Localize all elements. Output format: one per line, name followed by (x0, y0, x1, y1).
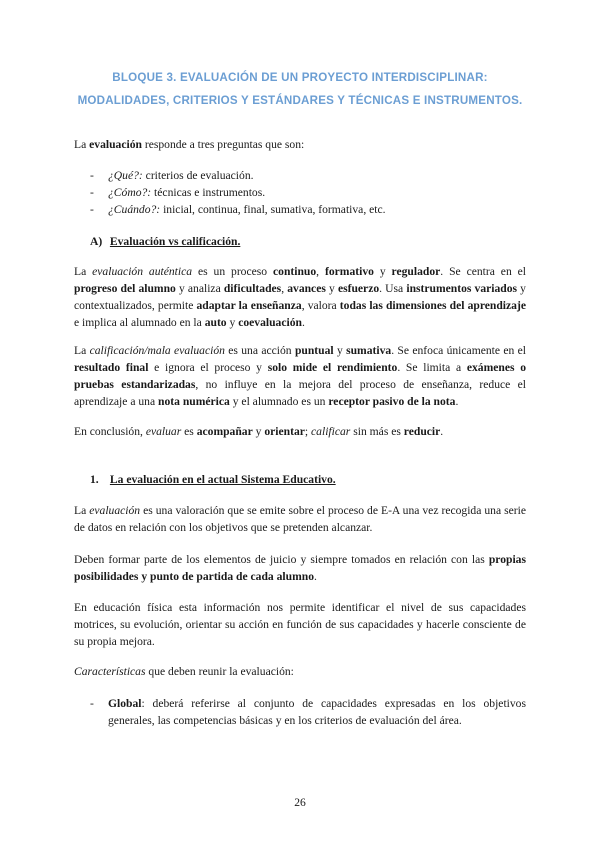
paragraph-calificacion: La calificación/mala evaluación es una acción puntual y sumativa. Se enfoca únicamente en el resultado final e ignora el proceso y solo mide el rendimiento. Se limita a exámenes o pruebas estandarizadas, no influye en la mejora del proceso de enseñanza, reduce el aprendizaje a una nota numérica y el alumnado es un receptor pasivo de la nota. (74, 344, 527, 408)
paragraph-conclusion: En conclusión, evaluar es acompañar y orientar; calificar sin más es reducir. (74, 425, 444, 438)
list-item: - ¿Qué?: criterios de evaluación. (90, 169, 254, 182)
page-number: 26 (294, 796, 306, 809)
intro-paragraph: La evaluación responde a tres preguntas que son: (74, 138, 305, 151)
block-title (74, 66, 526, 112)
questions-list (90, 167, 526, 218)
block-title-line-1: BLOQUE 3. EVALUACIÓN DE UN PROYECTO INTERDISCIPLINAR: (112, 71, 488, 84)
paragraph-evaluacion-autentica: La evaluación auténtica es un proceso continuo, formativo y regulador. Se centra en el progreso del alumno y analiza dificultades, avances y esfuerzo. Usa instrumentos variados y contextualizados, permite adaptar la enseñanza, valora todas las dimensiones del aprendizaje e implica al alumnado en la auto y coevaluación. (74, 265, 527, 329)
list-item-global: - Global: deberá referirse al conjunto de capacidades expresadas en los objetivos generales, las competencias básicas y en los criterios de evaluación del área. (90, 697, 526, 727)
paragraph-definicion: La evaluación es una valoración que se emite sobre el proceso de E-A una vez recogida una serie de datos en relación con los objetivos que se pretenden alcanzar. (74, 504, 526, 534)
list-item: - ¿Cómo?: técnicas e instrumentos. (90, 186, 266, 199)
section-a-heading: A) Evaluación vs calificación. (90, 235, 241, 248)
paragraph-deben: Deben formar parte de los elementos de juicio y siempre tomados en relación con las propias posibilidades y punto de partida de cada alumno. (74, 553, 526, 583)
block-title-line-2: MODALIDADES, CRITERIOS Y ESTÁNDARES Y TÉCNICAS E INSTRUMENTOS. (77, 94, 523, 107)
paragraph-educacion-fisica: En educación física esta información nos permite identificar el nivel de sus capacidades motrices, su evolución, orientar su acción en función de sus capacidades y hacerle consciente de su propia mejora. (74, 601, 526, 648)
section-1-heading: 1. La evaluación en el actual Sistema Educativo. (90, 473, 336, 486)
paragraph-caracteristicas: Características que deben reunir la evaluación: (74, 665, 294, 678)
list-item: - ¿Cuándo?: inicial, continua, final, sumativa, formativa, etc. (90, 203, 386, 216)
